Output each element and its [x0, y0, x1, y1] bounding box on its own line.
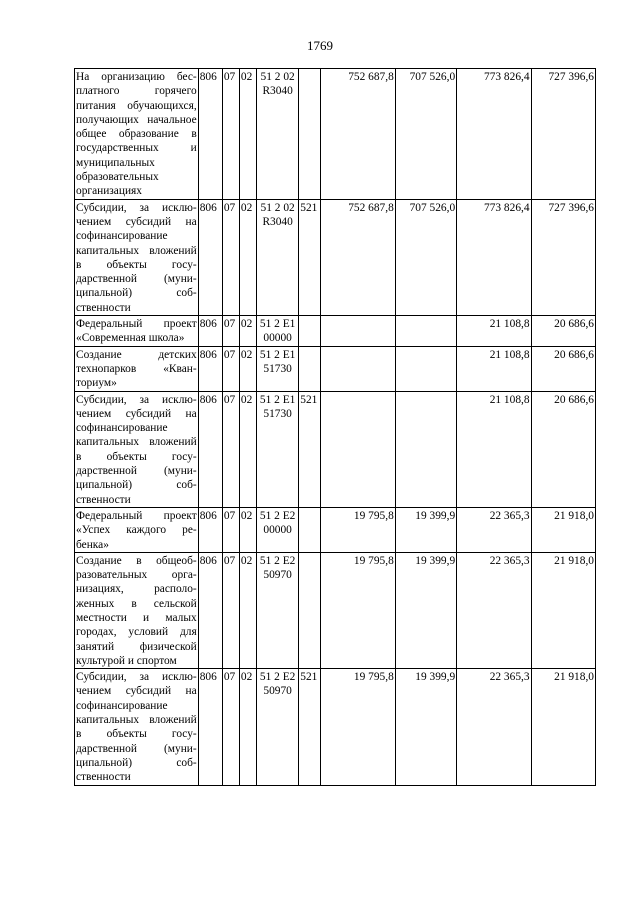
amount-2 — [395, 391, 456, 507]
target-article-code — [257, 316, 299, 347]
section-code: 07 — [222, 507, 239, 552]
page-number: 1769 — [307, 38, 333, 53]
target-article-code-part-1: 51 2 02 — [260, 71, 295, 83]
table-row — [75, 669, 596, 785]
target-article-code-part-1: 51 2 E1 — [259, 393, 296, 406]
section-code: 07 — [222, 346, 239, 391]
subsection-code: 02 — [239, 552, 256, 668]
table-row — [75, 507, 596, 552]
table-row — [75, 346, 596, 391]
amount-2: 19 399,9 — [395, 507, 456, 552]
amount-3: 773 826,4 — [457, 69, 531, 200]
expense-type-code — [299, 69, 321, 200]
target-article-code-part-2: R3040 — [262, 85, 293, 98]
subsection-code: 02 — [239, 391, 256, 507]
admin-code: 806 — [198, 391, 222, 507]
target-article-code-part-1: 51 2 E1 — [259, 318, 296, 331]
section-code: 07 — [222, 69, 239, 200]
admin-code: 806 — [198, 669, 222, 785]
amount-1: 19 795,8 — [321, 552, 395, 668]
amount-2 — [395, 316, 456, 347]
target-article-code-part-1: 51 2 E2 — [259, 554, 296, 567]
target-article-code-part-2: 51730 — [263, 407, 292, 420]
amount-2: 707 526,0 — [395, 199, 456, 315]
amount-1: 752 687,8 — [321, 199, 395, 315]
amount-4: 21 918,0 — [531, 552, 595, 668]
amount-3: 21 108,8 — [457, 391, 531, 507]
table-row — [75, 391, 596, 507]
section-code: 07 — [222, 199, 239, 315]
target-article-code-part-2: 00000 — [263, 332, 292, 345]
target-article-code-part-1: 51 2 E2 — [259, 509, 296, 522]
amount-3: 21 108,8 — [457, 316, 531, 347]
amount-1 — [321, 316, 395, 347]
amount-3: 22 365,3 — [457, 507, 531, 552]
target-article-code — [257, 552, 299, 668]
target-article-code-part-2: 50970 — [263, 685, 292, 698]
admin-code: 806 — [198, 507, 222, 552]
target-article-code-part-1: 51 2 02 — [260, 201, 295, 214]
table-row — [75, 199, 596, 315]
amount-2: 19 399,9 — [395, 669, 456, 785]
target-article-code — [257, 199, 299, 315]
amount-2: 707 526,0 — [395, 69, 456, 200]
target-article-code-part-2: 50970 — [263, 569, 292, 582]
target-article-code-part-2: 00000 — [263, 524, 292, 537]
subsection-code: 02 — [239, 69, 256, 200]
amount-4: 727 396,6 — [531, 199, 595, 315]
subsection-code: 02 — [239, 199, 256, 315]
amount-4: 20 686,6 — [531, 346, 595, 391]
amount-1: 752 687,8 — [321, 69, 395, 200]
subsection-code: 02 — [239, 346, 256, 391]
admin-code: 806 — [198, 346, 222, 391]
admin-code: 806 — [198, 316, 222, 347]
amount-3: 22 365,3 — [457, 552, 531, 668]
amount-3: 22 365,3 — [457, 669, 531, 785]
item-name: Субсидии, за исключением субсидий на софинансирование капитальных вложений в объекты государственной (муниципальной) собственности — [75, 199, 199, 315]
item-name: Федеральный проект «Успех каждого ребенка» — [75, 507, 199, 552]
section-code: 07 — [222, 552, 239, 668]
admin-code: 806 — [198, 69, 222, 200]
section-code: 07 — [222, 316, 239, 347]
item-name: На организацию бесплатного горячего питания обучающихся, получающих начальное общее образование в государственных и муниципальных образовательных организациях — [75, 69, 199, 200]
amount-4: 20 686,6 — [531, 316, 595, 347]
subsection-code: 02 — [239, 669, 256, 785]
expense-type-code: 521 — [299, 391, 321, 507]
expense-type-code — [299, 346, 321, 391]
budget-table-body — [75, 69, 596, 786]
amount-4: 727 396,6 — [531, 69, 595, 200]
target-article-code-part-2: 51730 — [263, 362, 292, 375]
amount-1: 19 795,8 — [321, 669, 395, 785]
amount-1 — [321, 391, 395, 507]
expense-type-code: 521 — [299, 669, 321, 785]
amount-3: 21 108,8 — [457, 346, 531, 391]
amount-4: 21 918,0 — [531, 669, 595, 785]
expense-type-code: 521 — [299, 199, 321, 315]
subsection-code: 02 — [239, 316, 256, 347]
subsection-code: 02 — [239, 507, 256, 552]
amount-4: 20 686,6 — [531, 391, 595, 507]
item-name: Субсидии, за исключением субсидий на софинансирование капитальных вложений в объекты государственной (муниципальной) собственности — [75, 391, 199, 507]
table-row — [75, 552, 596, 668]
amount-1 — [321, 346, 395, 391]
table-row — [75, 69, 596, 200]
target-article-code-part-2: R3040 — [262, 215, 293, 228]
target-article-code — [257, 669, 299, 785]
budget-table — [74, 68, 596, 786]
admin-code: 806 — [198, 552, 222, 668]
expense-type-code — [299, 316, 321, 347]
expense-type-code — [299, 507, 321, 552]
item-name: Субсидии, за исключением субсидий на софинансирование капитальных вложений в объекты государственной (муниципальной) собственности — [75, 669, 199, 785]
table-row — [75, 316, 596, 347]
amount-1: 19 795,8 — [321, 507, 395, 552]
amount-2 — [395, 346, 456, 391]
item-name: Создание в общеобразовательных организациях, расположенных в сельской местности и малых городах, условий для занятий физической культурой и спортом — [75, 552, 199, 668]
target-article-code-part-1: 51 2 E2 — [259, 671, 296, 684]
target-article-code — [257, 69, 299, 200]
section-code: 07 — [222, 391, 239, 507]
expense-type-code — [299, 552, 321, 668]
amount-3: 773 826,4 — [457, 199, 531, 315]
section-code: 07 — [222, 669, 239, 785]
amount-2: 19 399,9 — [395, 552, 456, 668]
target-article-code — [257, 507, 299, 552]
item-name: Создание детских технопарков «Кванториум» — [75, 346, 199, 391]
target-article-code — [257, 391, 299, 507]
item-name: Федеральный проект «Современная школа» — [75, 316, 199, 347]
target-article-code — [257, 346, 299, 391]
target-article-code-part-1: 51 2 E1 — [259, 348, 296, 361]
amount-4: 21 918,0 — [531, 507, 595, 552]
admin-code: 806 — [198, 199, 222, 315]
